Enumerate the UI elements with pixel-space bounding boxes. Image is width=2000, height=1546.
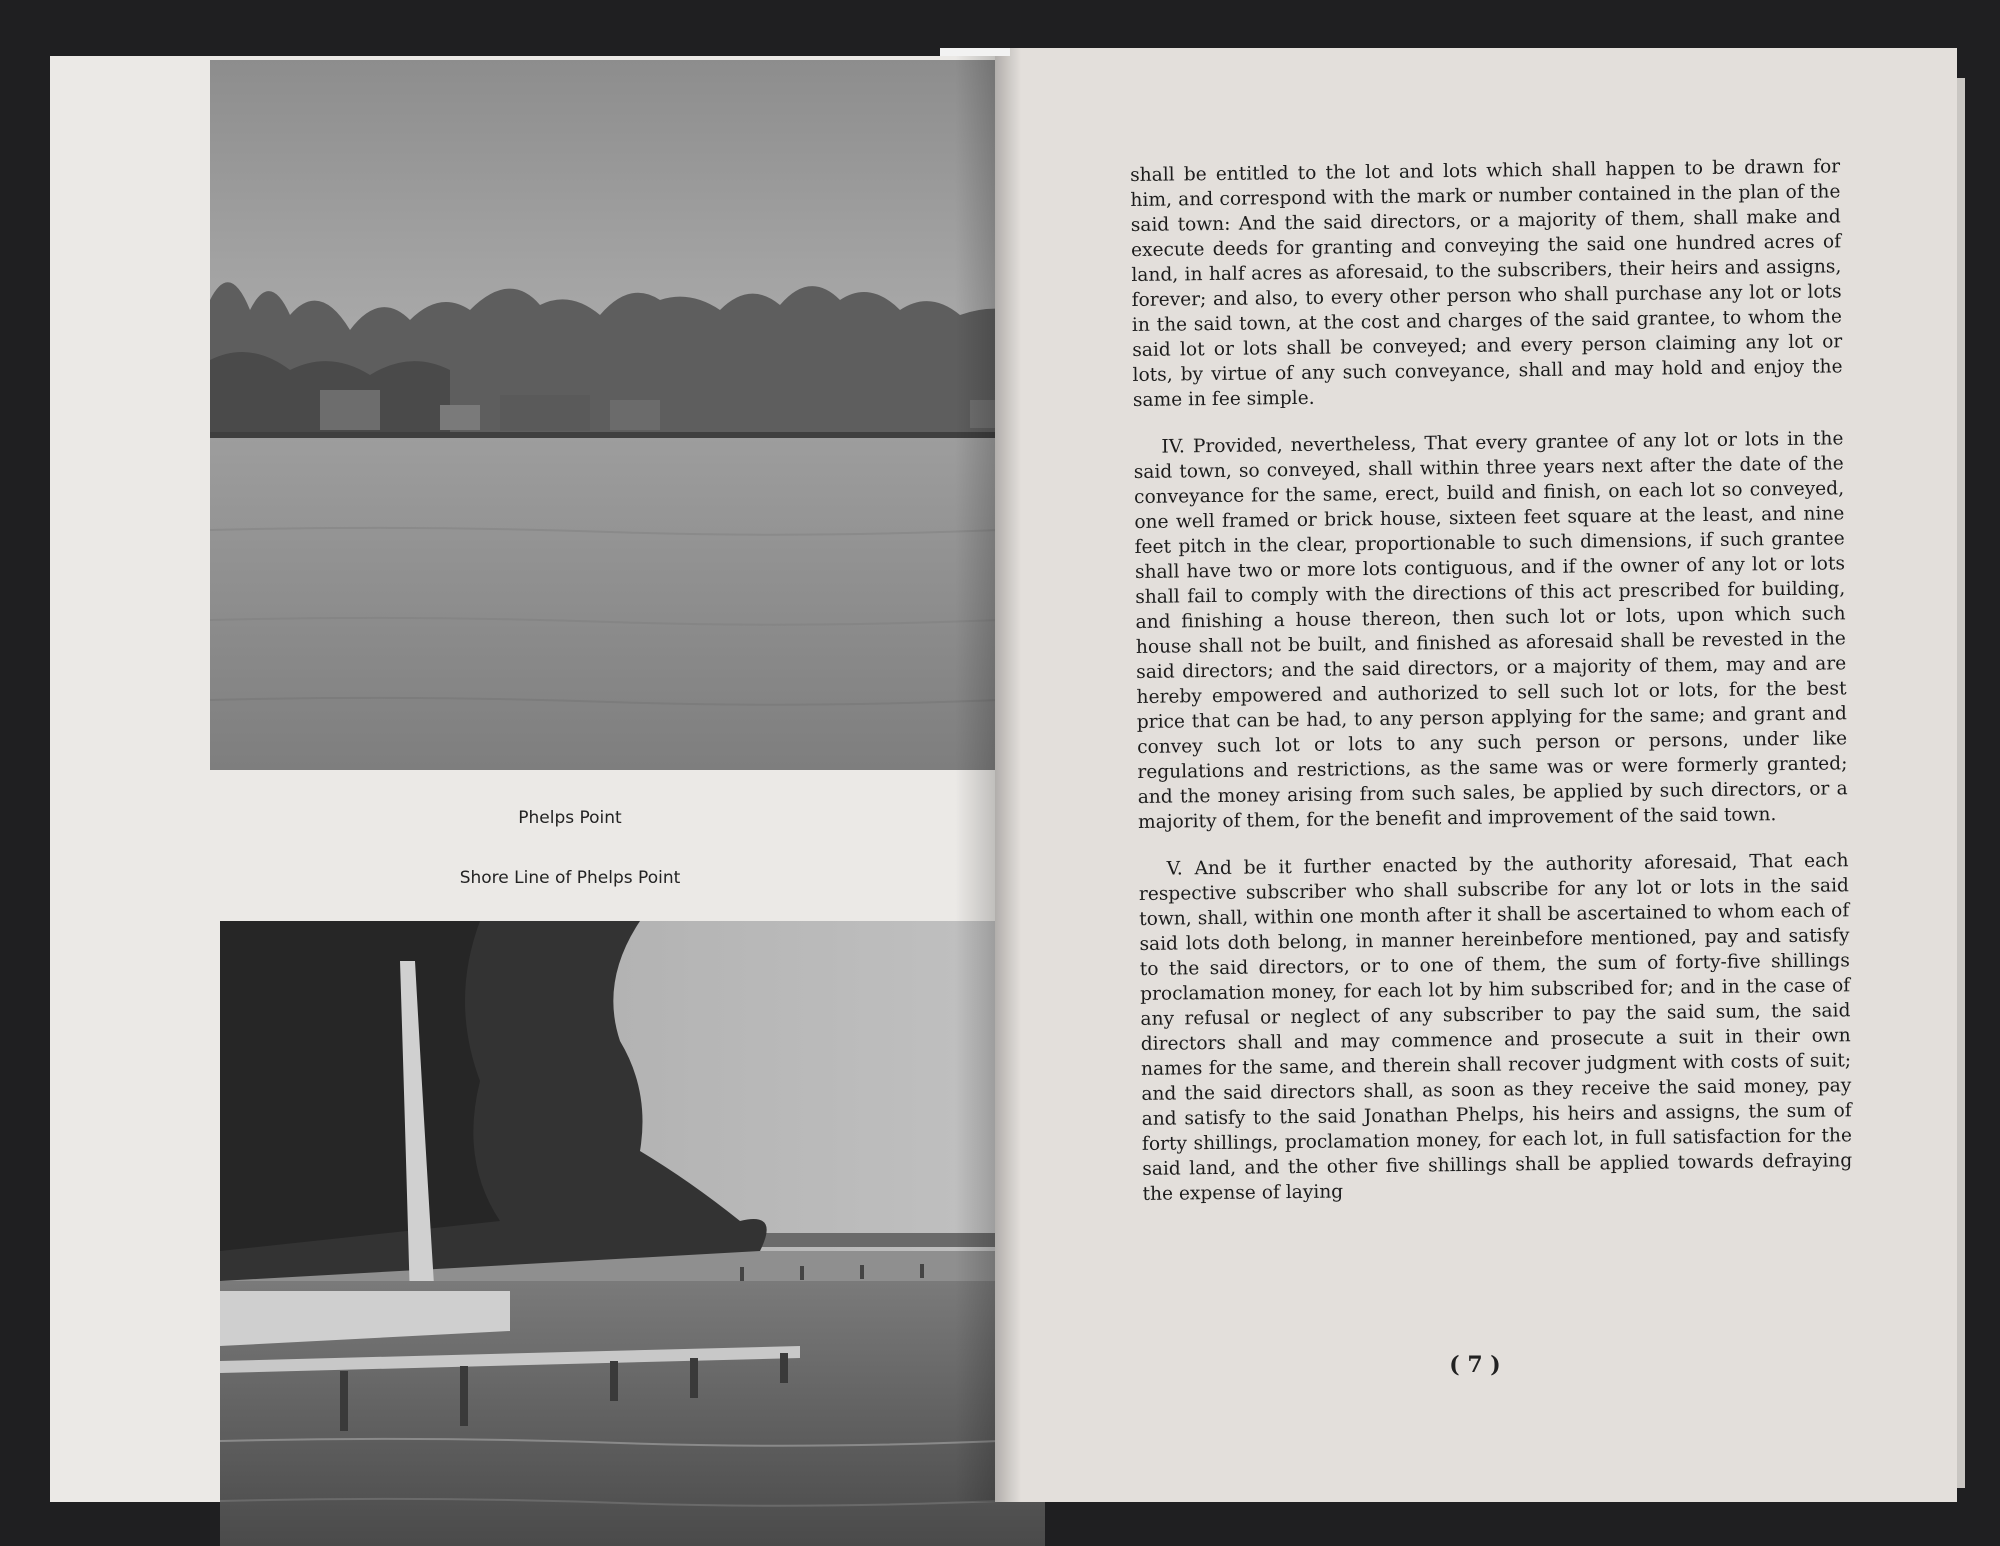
- paragraph-continuation: shall be entitled to the lot and lots which shall happen to be drawn for him, and correspond with the mark or number contained in the plan of the said town: And the said directors, or a majority of them, shall make and execute deeds for granting and conveying the said one hundred acres of land, in half acres as aforesaid, to the subscribers, their heirs and assigns, forever; and also, to every other person who shall purchase any lot or lots in the said town, at the cost and charges of the said grantee, to whom the said lot or lots shall be conveyed; and every person claiming any lot or lots, by virtue of any such conveyance, shall and may hold and enjoy the same in fee simple.: [1130, 156, 1843, 411]
- photo-caption-top: Phelps Point: [518, 808, 622, 828]
- left-page: [50, 56, 995, 1502]
- photo-caption-bottom: Shore Line of Phelps Point: [459, 868, 681, 888]
- gutter-shadow: [995, 48, 1021, 1502]
- page-number: ( 7 ): [1449, 1352, 1501, 1378]
- paragraph-section-v: V. And be it further enacted by the authority aforesaid, That each respective subscriber who shall subscribe for any lot or lots in the said town, shall, within one month after it shall be ascertained to whom each of said lots doth belong, in manner hereinbefore mentioned, pay and satisfy to the said directors, or to one of them, the sum of forty-five shillings proclamation money, for each lot by him subscribed for; and in the case of any refusal or neglect of any subscriber to pay the said sum, the said directors shall and may commence and prosecute a suit in their own names for the same, and therein shall recover judgment with costs of suit; and the said directors shall, as soon as they receive the said money, pay and satisfy to the said Jonathan Phelps, his heirs and assigns, the sum of forty shillings, proclamation money, for each lot, in full satisfaction for the said land, and the other five shillings shall be applied towards defraying the expense of laying: [1138, 850, 1853, 1205]
- photo-phelps-point: [210, 60, 1045, 770]
- binding-tape: [940, 48, 1010, 56]
- page-fold-shadow: [955, 56, 995, 1502]
- paragraph-section-iv: IV. Provided, nevertheless, That every grantee of any lot or lots in the said town, so conveyed, shall within three years next after the date of the conveyance for the same, erect, build and finish, on each lot so conveyed, one well framed or brick house, sixteen feet square at the least, and nine feet pitch in the clear, proportionable to such dimensions, if such grantee shall have two or more lots contiguous, and if the owner of any lot or lots shall fail to comply with the directions of this act prescribed for building, and finishing a house thereon, then such lot or lots, upon which such house shall not be built, and finished as aforesaid shall be revested in the said directors; and the said directors, or a majority of them, may and are hereby empowered and authorized to sell such lot or lots, for the best price that can be had, to any person applying for the same; and grant and convey such lot or lots to any such person or persons, under like regulations and restrictions, as the same was or were formerly granted; and the money arising from such sales, be applied by such directors, or a majority of them, for the benefit and improvement of the said town.: [1133, 428, 1848, 833]
- photo-shore-line: [220, 921, 1045, 1546]
- page-stack-edge: [1957, 78, 1965, 1488]
- right-page: [995, 48, 1957, 1502]
- act-text: [1130, 154, 1853, 1229]
